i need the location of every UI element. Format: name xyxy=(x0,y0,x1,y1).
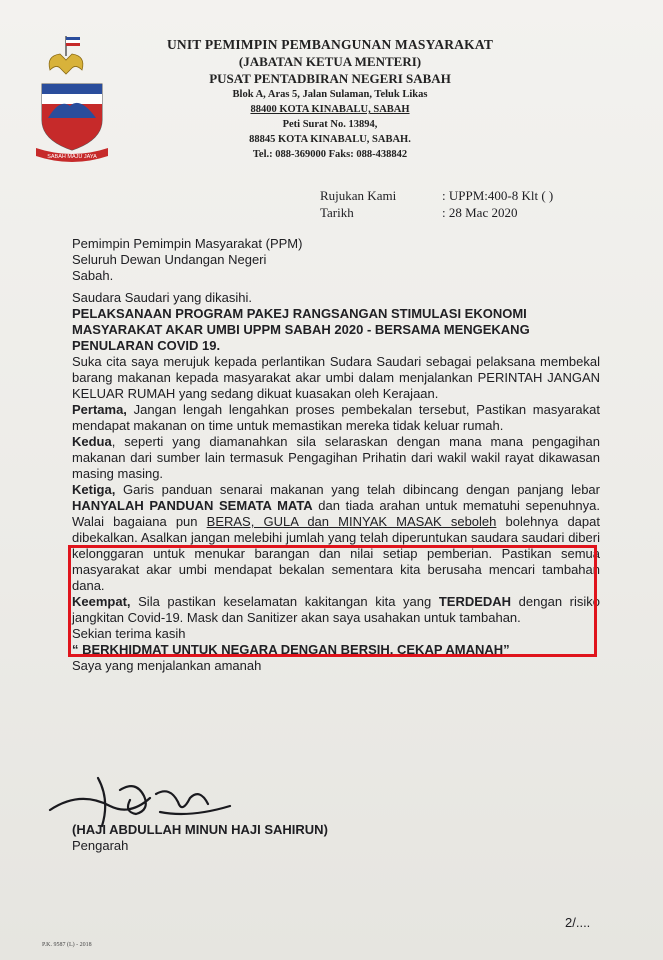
slogan: “ BERKHIDMAT UNTUK NEGARA DENGAN BERSIH, CEKAP AMANAH” xyxy=(72,642,510,657)
intro-paragraph: Suka cita saya merujuk kepada perlantikan Sudara Saudari sebagai pelaksana membekal barang makanan kepada masyarakat akar umbi dalam menjalankan PERINTAH JANGAN KELUAR RUMAH yang sedang dikuat kuasakan oleh Kerajaan. xyxy=(72,354,600,401)
paragraph-text: Sila pastikan keselamatan kakitangan kita yang xyxy=(130,594,439,609)
recipient-line-1: Pemimpin Pemimpin Masyarakat (PPM) xyxy=(72,236,303,251)
sabah-crest-icon xyxy=(36,34,108,164)
recipient-line-2: Seluruh Dewan Undangan Negeri xyxy=(72,252,267,267)
emphasis-text: HANYALAH PANDUAN SEMATA MATA xyxy=(72,498,313,513)
ref-label: Rujukan Kami xyxy=(320,188,397,203)
paragraph-text: , seperti yang diamanahkan sila selaraskan dengan mana mana pengagihan makanan dari sumber lain termasuk Pengagihan Prihatin dari wakil wakil rayat dikawasan masing masing. xyxy=(72,434,600,481)
recipient-line-3: Sabah. xyxy=(72,268,114,283)
org-name: UNIT PEMIMPIN PEMBANGUNAN MASYARAKAT xyxy=(166,37,494,52)
page-number: 2/.... xyxy=(565,915,591,930)
salutation: Saudara Saudari yang dikasihi. xyxy=(72,290,252,305)
recipient-block xyxy=(72,236,600,284)
address-line-4: 88845 KOTA KINABALU, SABAH. xyxy=(249,134,411,145)
amanah-line: Saya yang menjalankan amanah xyxy=(72,658,262,673)
paragraph-text: Garis panduan senarai makanan yang telah dibincang dengan panjang lebar xyxy=(115,482,600,497)
contact-line: Tel.: 088-369000 Faks: 088-438842 xyxy=(252,149,408,160)
underlined-text: BERAS, GULA dan MINYAK MASAK seboleh xyxy=(206,514,497,529)
paragraph-text: bolehnya dapat dibekalkan. Asalkan jangan melebihi jumlah yang telah diperuntukan saudara saudari diberi kelonggaran untuk menukar barangan dan nilai setiap pemberian. Pastikan semua masyarakat akar umbi mendapat bekalan sementara kita berusaha mencari tambahan dana. xyxy=(72,514,600,593)
address-line-1: Blok A, Aras 5, Jalan Sulaman, Teluk Likas xyxy=(232,89,428,100)
admin-centre: PUSAT PENTADBIRAN NEGERI SABAH xyxy=(209,71,451,86)
crest-motto: SABAH MAJU JAYA xyxy=(47,154,97,160)
highlight-box xyxy=(68,545,597,657)
signatory-title: Pengarah xyxy=(72,838,129,853)
paragraph-kedua xyxy=(72,434,600,482)
form-code: P.K. 9587 (L) - 2018 xyxy=(42,942,92,948)
paragraph-text: dengan risiko jangkitan Covid-19. Mask dan Sanitizer akan saya usahakan untuk tambahan. xyxy=(72,594,600,625)
paragraph-lead: Pertama, xyxy=(72,402,127,417)
paragraph-lead: Keempat, xyxy=(72,594,131,609)
date-value: : 28 Mac 2020 xyxy=(442,205,518,220)
date-label: Tarikh xyxy=(320,205,354,220)
paragraph-text: Jangan lengah lengahkan proses pembekalan tersebut, Pastikan masyarakat mendapat makanan on time untuk memastikan mereka tidak keluar rumah. xyxy=(72,402,600,433)
letterhead xyxy=(150,36,510,162)
signatory-name: (HAJI ABDULLAH MINUN HAJI SAHIRUN) xyxy=(72,822,328,837)
paragraph-lead: Kedua xyxy=(72,434,112,449)
emphasis-text: TERDEDAH xyxy=(438,594,512,609)
paragraph-text: dan tiada arahan untuk mematuhi sepenuhnya. Walai bagaiana pun xyxy=(72,498,600,529)
closing-line: Sekian terima kasih xyxy=(72,626,186,641)
paragraph-pertama xyxy=(72,402,600,434)
reference-block xyxy=(320,187,553,221)
paragraph-lead: Ketiga, xyxy=(72,482,116,497)
address-line-2: 88400 KOTA KINABALU, SABAH xyxy=(250,104,410,115)
ref-value: : UPPM:400-8 Klt ( ) xyxy=(442,188,554,203)
subject-heading: PELAKSANAAN PROGRAM PAKEJ RANGSANGAN STIMULASI EKONOMI MASYARAKAT AKAR UMBI UPPM SABAH 2020 - BERSAMA MENGEKANG PENULARAN COVID 19. xyxy=(72,306,530,353)
department: (JABATAN KETUA MENTERI) xyxy=(238,54,422,69)
address-line-3: Peti Surat No. 13894, xyxy=(282,119,378,130)
